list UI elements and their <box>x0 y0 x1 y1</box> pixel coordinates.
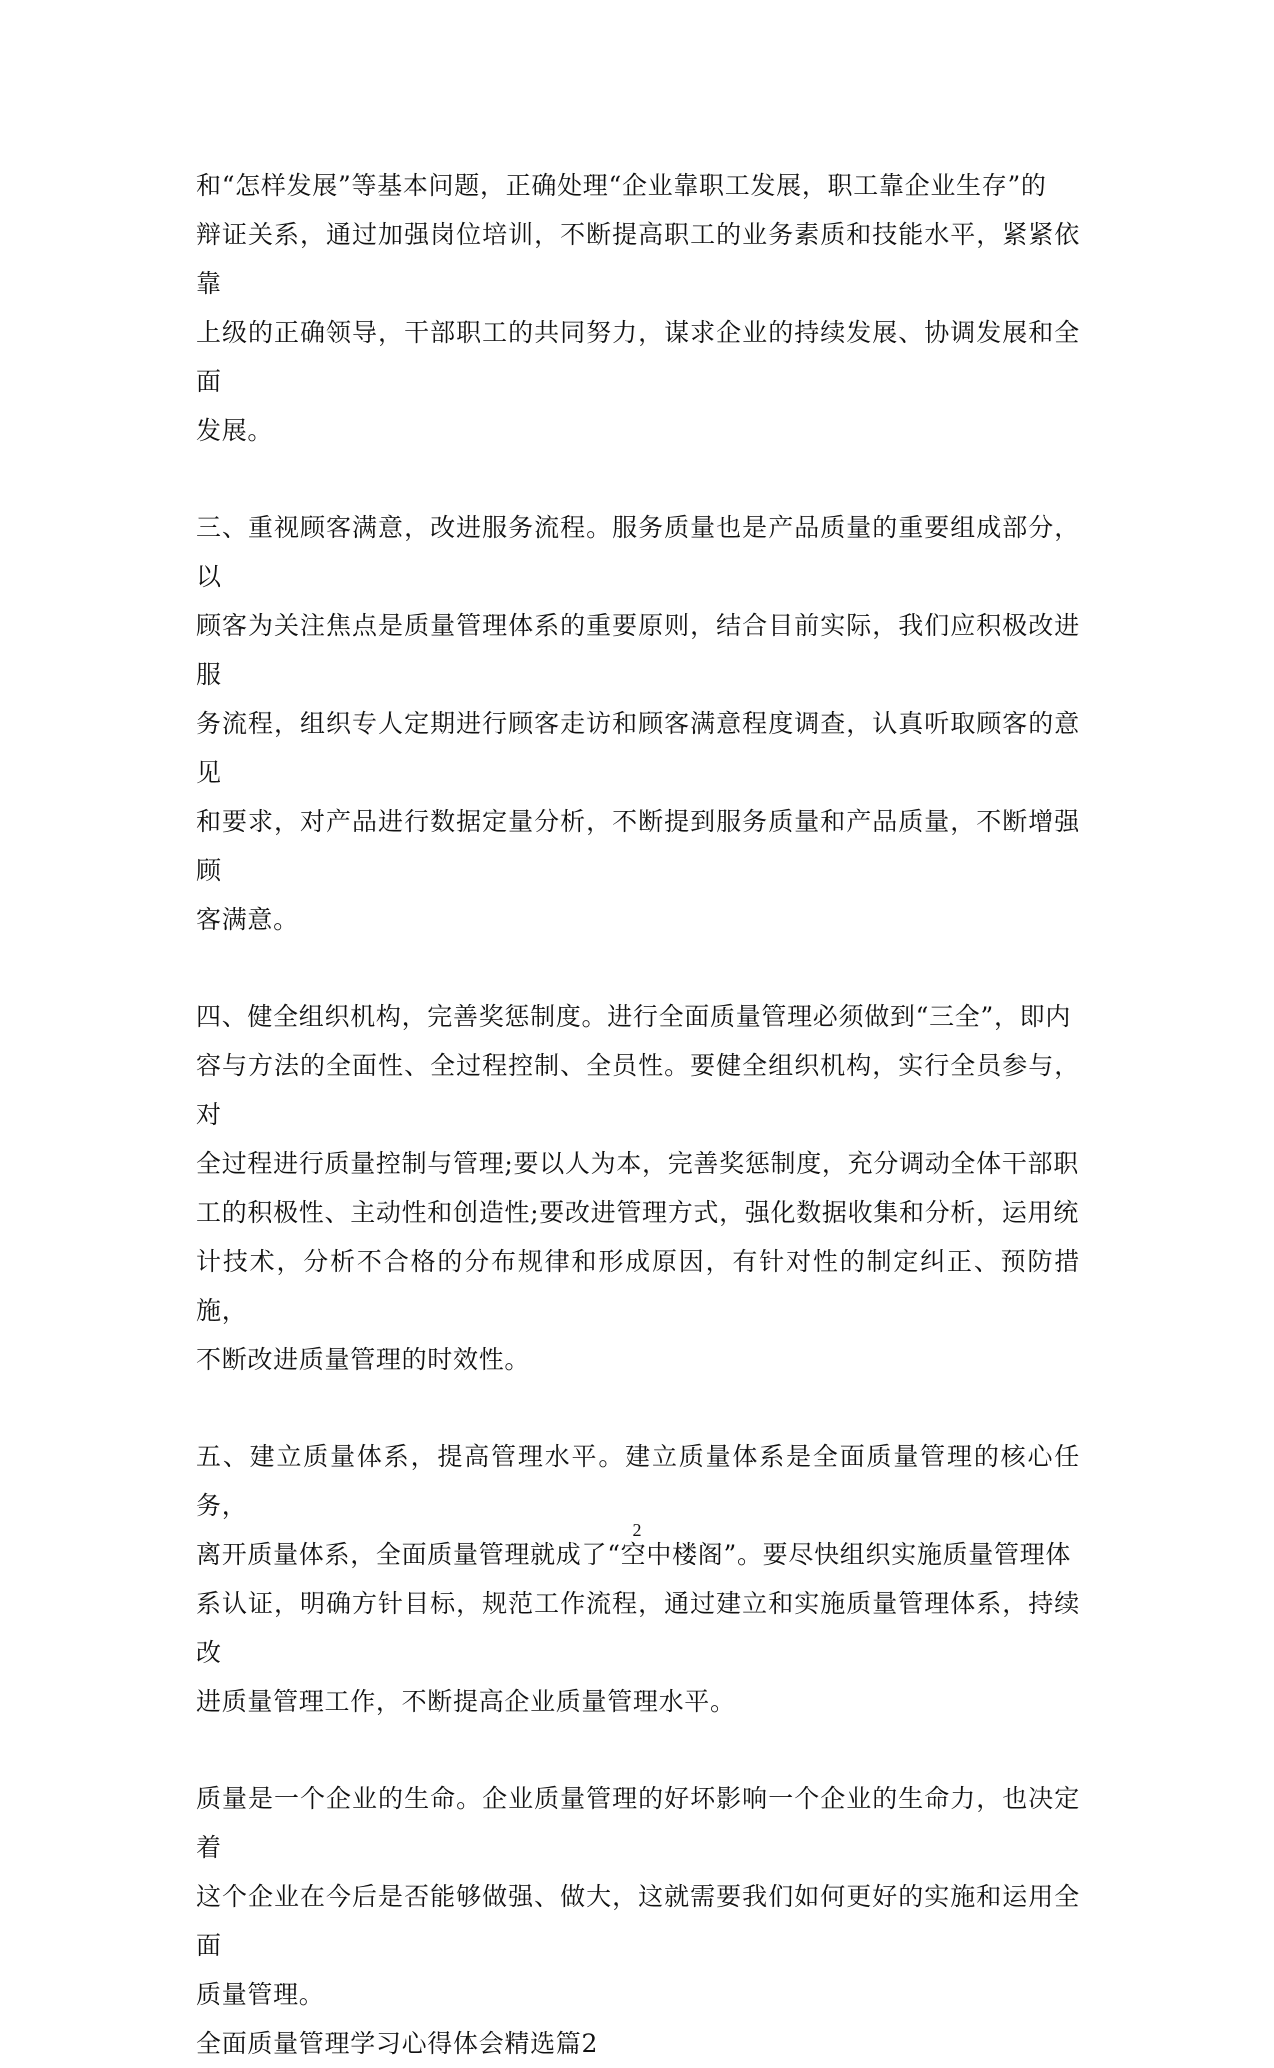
paragraph-conclusion: 质量是一个企业的生命。企业质量管理的好坏影响一个企业的生命力，也决定着 这个企业在今后是否能够做强、做大，这就需要我们如何更好的实施和运用全面 质量管理。 <box>196 1784 1080 2009</box>
paragraph-section-five: 五、建立质量体系，提高管理水平。建立质量体系是全面质量管理的核心任务， 离开质量体系，全面质量管理就成了“空中楼阁”。要尽快组织实施质量管理体 系认证，明确方针目标，规范工作流程，通过建立和实施质量管理体系，持续改 进质量管理工作，不断提高企业质量管理水平。 <box>196 1442 1080 1716</box>
paragraph-gap <box>196 1726 1080 1774</box>
paragraph-section-four: 四、健全组织机构，完善奖惩制度。进行全面质量管理必须做到“三全”，即内 容与方法的全面性、全过程控制、全员性。要健全组织机构，实行全员参与，对 全过程进行质量控制与管理;要以人为本，完善奖惩制度，充分调动全体干部职 工的积极性、主动性和创造性;要改进管理方式，强化数据收集和分析，运用统 计技术，分析不合格的分布规律和形成原因，有针对性的制定纠正、预防措施， 不断改进质量管理的时效性。 <box>196 1002 1080 1374</box>
paragraph-gap <box>196 455 1080 503</box>
section-title: 全面质量管理学习心得体会精选篇2 <box>196 2029 599 2058</box>
document-body <box>196 161 1080 2068</box>
page-number: 2 <box>632 1520 642 1540</box>
paragraph-continuation: 和“怎样发展”等基本问题，正确处理“企业靠职工发展，职工靠企业生存”的 辩证关系，通过加强岗位培训，不断提高职工的业务素质和技能水平，紧紧依靠 上级的正确领导，干部职工的共同努力，谋求企业的持续发展、协调发展和全面 发展。 <box>196 171 1080 445</box>
paragraph-gap <box>196 1384 1080 1432</box>
paragraph-gap <box>196 944 1080 992</box>
paragraph-section-three: 三、重视顾客满意，改进服务流程。服务质量也是产品质量的重要组成部分，以 顾客为关注焦点是质量管理体系的重要原则，结合目前实际，我们应积极改进服 务流程，组织专人定期进行顾客走访和顾客满意程度调查，认真听取顾客的意见 和要求，对产品进行数据定量分析，不断提到服务质量和产品质量，不断增强顾 客满意。 <box>196 513 1080 934</box>
